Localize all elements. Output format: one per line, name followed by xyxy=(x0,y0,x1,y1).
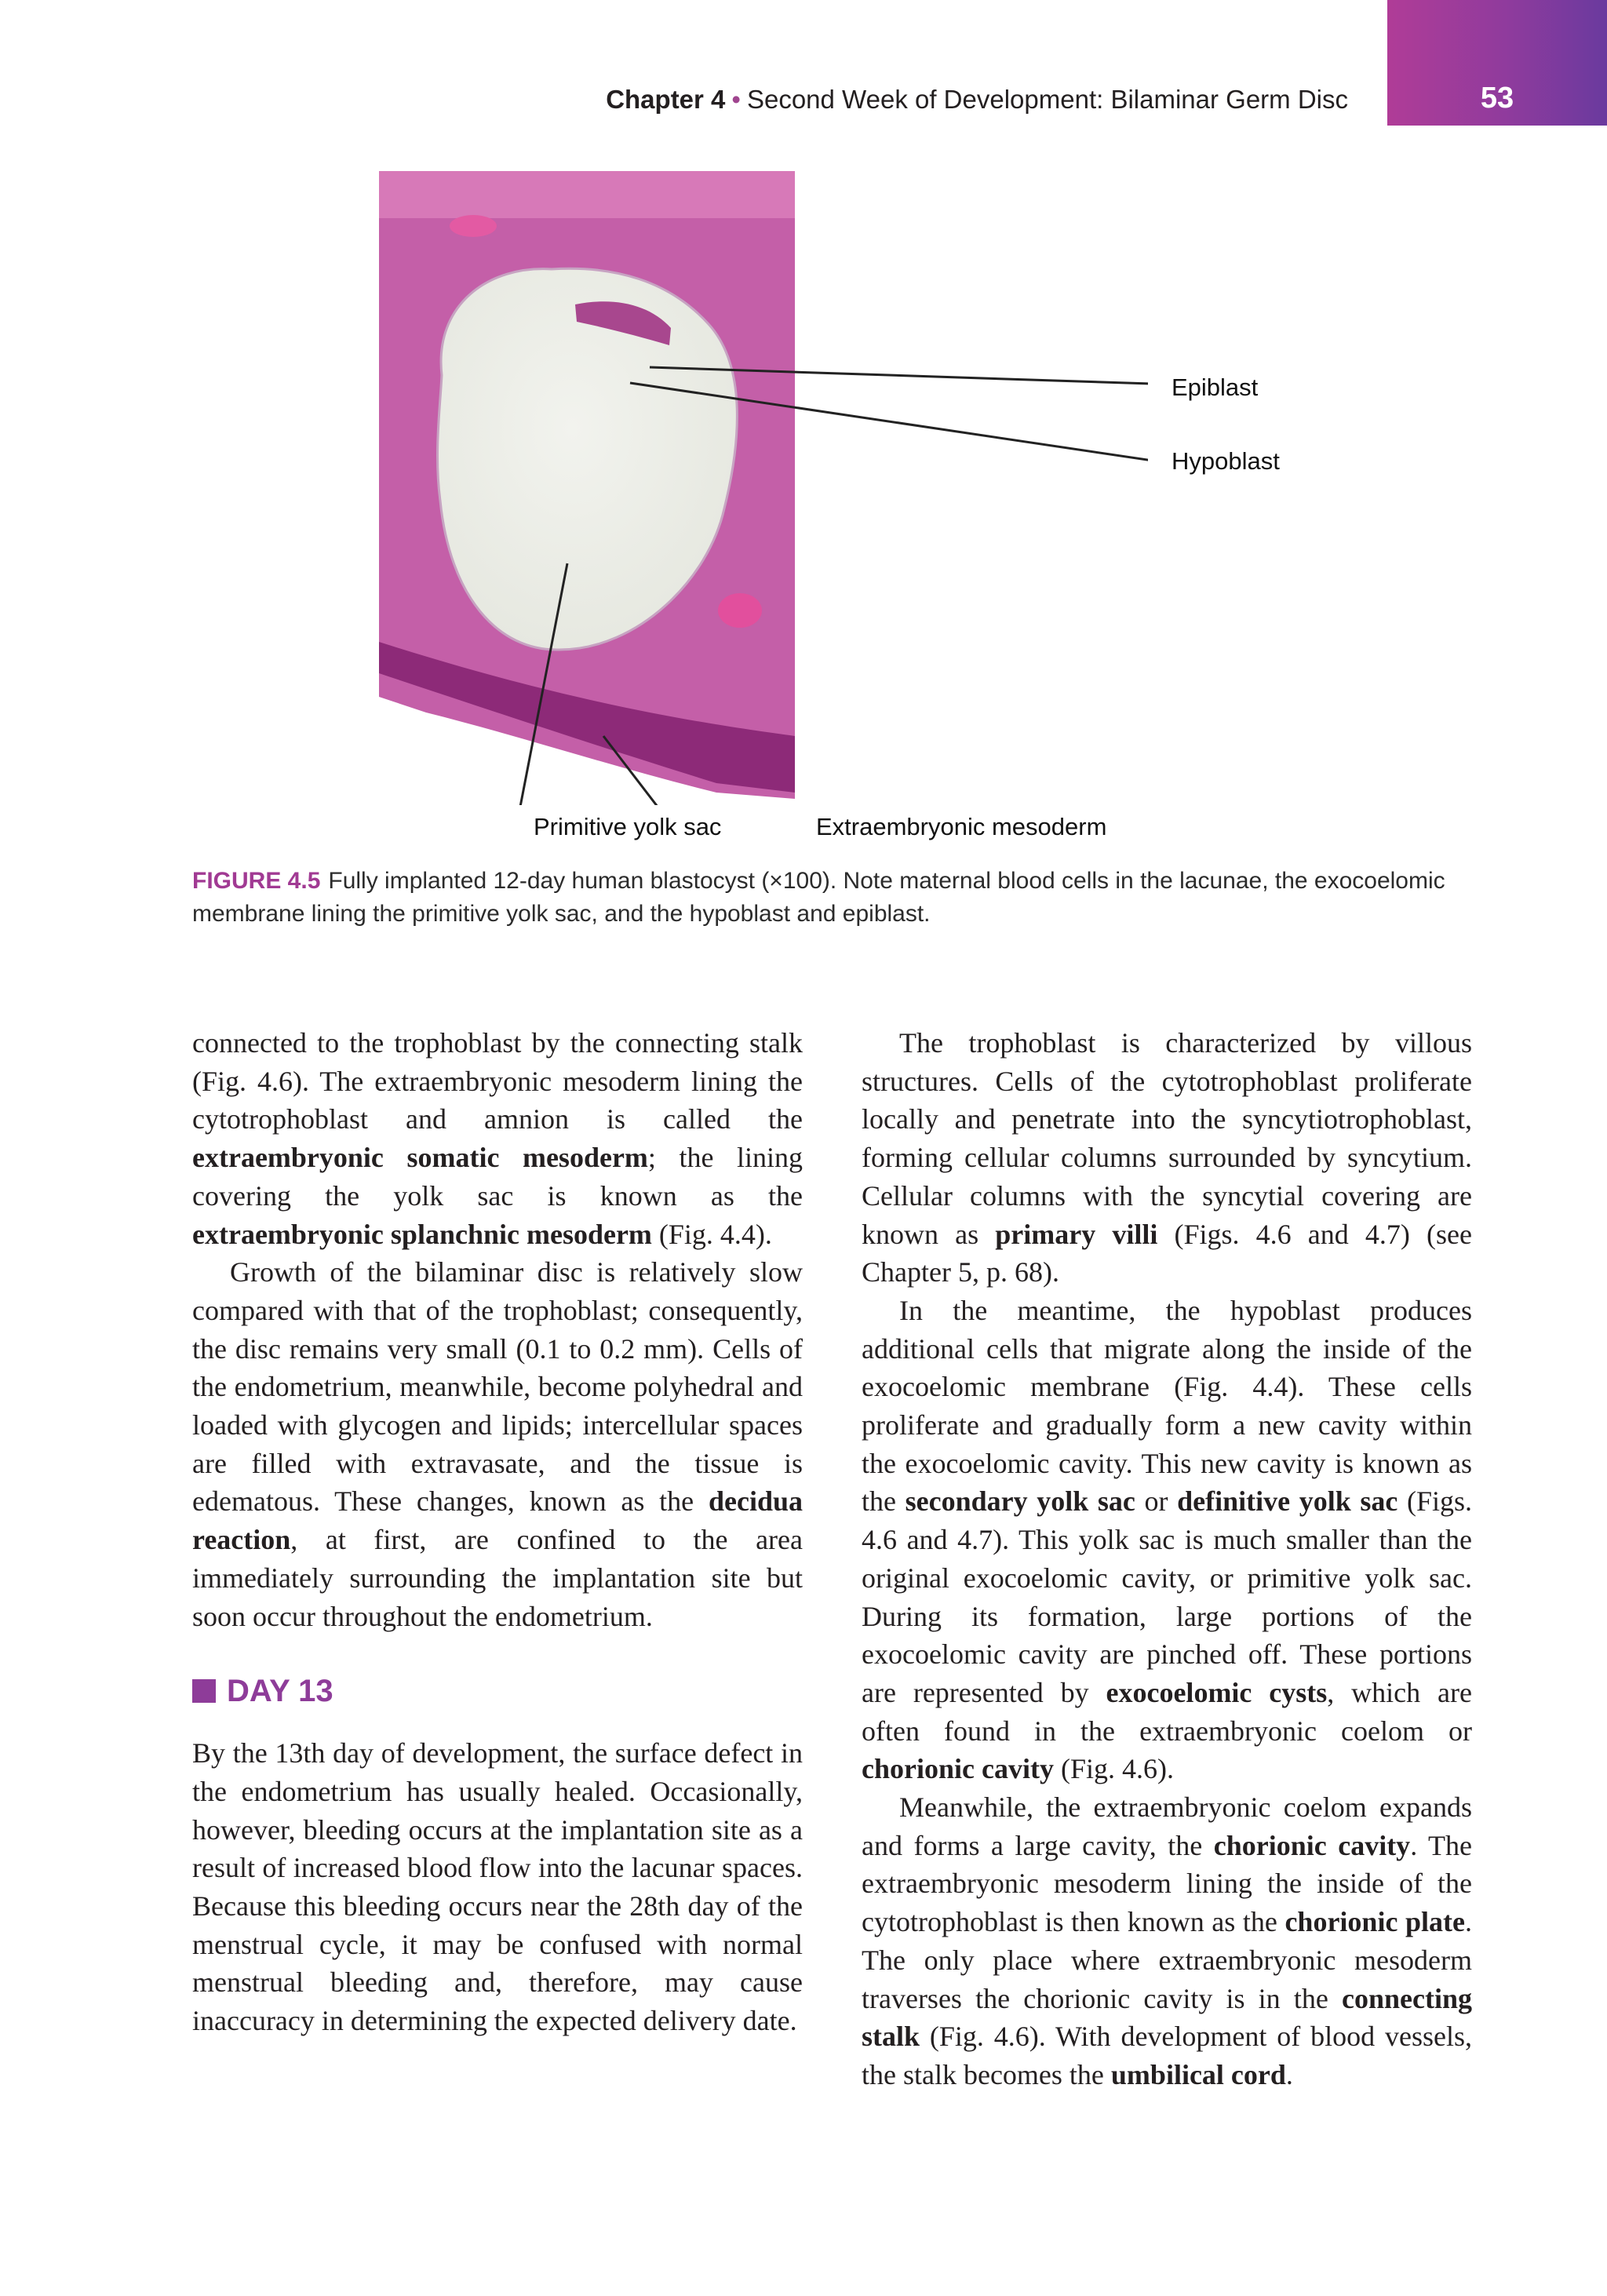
upper-tissue-band xyxy=(379,171,795,218)
paragraph: The trophoblast is characterized by villous structures. Cells of the cytotrophoblast proliferate locally and penetrate into the syncytiotrophoblast, forming cellular columns surrounded by syncytium. Cellular columns with the syncytial covering are known as primary villi (Figs. 4.6 and 4.7) (see Chapter 5, p. 68). xyxy=(862,1027,1472,1288)
label-epiblast: Epiblast xyxy=(1172,374,1259,401)
paragraph: By the 13th day of development, the surface defect in the endometrium has usually healed. Occasionally, however, bleeding occurs at the implantation site as a result of increased blood flow into the lacunar spaces. Because this bleeding occurs near the 28th day of the menstrual cycle, it may be confused with normal menstrual bleeding and, therefore, may cause inaccuracy in determining the expected delivery date. xyxy=(192,1737,803,2037)
left-column xyxy=(192,1024,803,2040)
page-header xyxy=(0,0,1607,126)
term: primary villi xyxy=(995,1218,1158,1250)
term: connecting stalk xyxy=(862,1982,1472,2053)
page-number-tab xyxy=(1387,0,1607,126)
section-heading-text: DAY 13 xyxy=(227,1674,333,1709)
term: extraembryonic splanchnic mesoderm xyxy=(192,1218,652,1250)
figure-4-5 xyxy=(379,171,1148,805)
term: umbilical cord xyxy=(1110,2058,1286,2090)
square-bullet-icon xyxy=(192,1679,216,1703)
term: definitive yolk sac xyxy=(1177,1485,1398,1518)
blood-lacuna xyxy=(450,215,497,237)
figure-number: FIGURE 4.5 xyxy=(192,868,321,894)
term: chorionic cavity xyxy=(862,1753,1054,1785)
page-number: 53 xyxy=(1480,82,1514,115)
term: secondary yolk sac xyxy=(905,1485,1135,1518)
paragraph: Growth of the bilaminar disc is relatively slow compared with that of the trophoblast; consequently, the disc remains very small (0.1 to 0.2 mm). Cells of the endometrium, meanwhile, become polyhedral and loaded with glycogen and lipids; intercellular spaces are filled with extravasate, and the tissue is edematous. These changes, known as the decidua reaction, at first, are confined to the area immediately surrounding the implantation site but soon occur throughout the endometrium. xyxy=(192,1256,803,1632)
blood-lacuna xyxy=(718,593,762,628)
right-column xyxy=(862,1024,1472,2094)
figure-caption xyxy=(192,865,1479,931)
chapter-title: Second Week of Development: Bilaminar Germ Disc xyxy=(746,85,1348,114)
paragraph: Meanwhile, the extraembryonic coelom expands and forms a large cavity, the chorionic cavity. The extraembryonic mesoderm lining the inside of the cytotrophoblast is then known as the chorionic plate. The only place where extraembryonic mesoderm traverses the chorionic cavity is in the connecting stalk (Fig. 4.6). With development of blood vessels, the stalk becomes the umbilical cord. xyxy=(862,1791,1472,2090)
term: exocoelomic cysts xyxy=(1106,1676,1328,1708)
chapter-label: Chapter 4 xyxy=(606,85,726,114)
term: chorionic plate xyxy=(1285,1906,1465,1938)
section-heading xyxy=(192,1671,803,1711)
paragraph: In the meantime, the hypoblast produces additional cells that migrate along the inside of the exocoelomic membrane (Fig. 4.4). These cells proliferate and gradually form a new cavity within the exocoelomic cavity. This new cavity is known as the secondary yolk sac or definitive yolk sac (Figs. 4.6 and 4.7). This yolk sac is much smaller than the original exocoelomic cavity, or primitive yolk sac. During its formation, large portions of the exocoelomic cavity are pinched off. These portions are represented by exocoelomic cysts, which are often found in the extraembryonic coelom or chorionic cavity (Fig. 4.6). xyxy=(862,1294,1472,1785)
term: decidua reaction xyxy=(192,1485,803,1556)
label-extraembryonic-mesoderm: Extraembryonic mesoderm xyxy=(816,813,1107,840)
bullet-separator: • xyxy=(731,85,741,114)
term: extraembryonic somatic mesoderm xyxy=(192,1142,648,1174)
running-head xyxy=(606,85,1348,115)
term: chorionic cavity xyxy=(1213,1829,1411,1861)
caption-text: Fully implanted 12-day human blastocyst (×100). Note maternal blood cells in the lacunae, the exocoelomic membrane lining the primitive yolk sac, and the hypoblast and epiblast. xyxy=(192,868,1445,927)
label-primitive-yolk-sac: Primitive yolk sac xyxy=(534,813,722,840)
paragraph: connected to the trophoblast by the connecting stalk (Fig. 4.6). The extraembryonic mesoderm lining the cytotrophoblast and amnion is called the extraembryonic somatic mesoderm; the lining covering the yolk sac is known as the extraembryonic splanchnic mesoderm (Fig. 4.4). xyxy=(192,1027,803,1250)
label-hypoblast: Hypoblast xyxy=(1172,447,1280,475)
micrograph-illustration xyxy=(379,171,1148,805)
